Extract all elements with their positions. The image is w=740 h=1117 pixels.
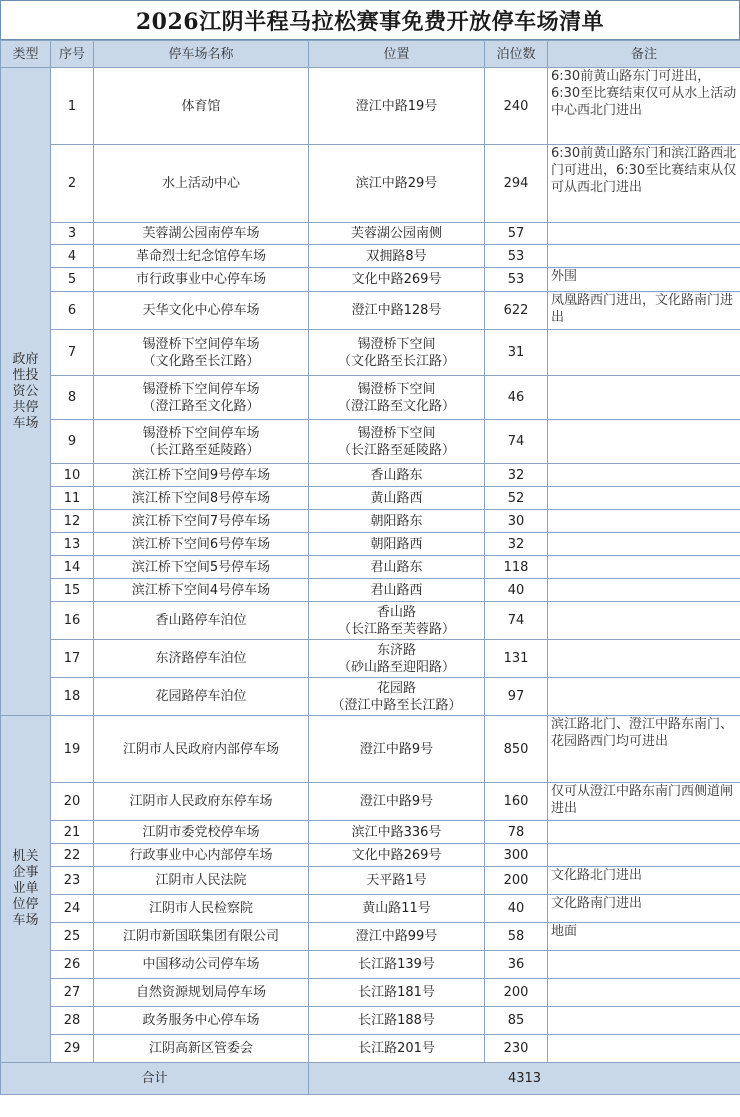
row-number: 24 <box>51 895 94 923</box>
parking-spaces: 58 <box>485 923 548 951</box>
parking-location: 黄山路西 <box>309 487 485 510</box>
parking-location: 君山路西 <box>309 579 485 602</box>
parking-location: 锡澄桥下空间 （文化路至长江路） <box>309 330 485 376</box>
parking-note <box>548 579 740 602</box>
parking-name: 政务服务中心停车场 <box>94 1007 309 1035</box>
parking-note: 文化路南门进出 <box>548 895 740 923</box>
parking-spaces: 36 <box>485 951 548 979</box>
parking-spaces: 32 <box>485 533 548 556</box>
parking-note <box>548 640 740 678</box>
parking-note: 文化路北门进出 <box>548 867 740 895</box>
header-no: 序号 <box>51 41 94 68</box>
table-row <box>1 420 740 464</box>
parking-location: 澄江中路9号 <box>309 716 485 783</box>
parking-note <box>548 951 740 979</box>
parking-name: 花园路停车泊位 <box>94 678 309 716</box>
parking-location: 锡澄桥下空间 （澄江路至文化路） <box>309 376 485 420</box>
row-number: 19 <box>51 716 94 783</box>
row-number: 26 <box>51 951 94 979</box>
parking-location: 澄江中路9号 <box>309 783 485 821</box>
parking-spaces: 230 <box>485 1035 548 1063</box>
parking-name: 芙蓉湖公园南停车场 <box>94 223 309 245</box>
parking-spaces: 850 <box>485 716 548 783</box>
table-row <box>1 245 740 268</box>
parking-spaces: 57 <box>485 223 548 245</box>
parking-name: 东济路停车泊位 <box>94 640 309 678</box>
table-row <box>1 895 740 923</box>
page-title: 2026江阴半程马拉松赛事免费开放停车场清单 <box>135 8 605 35</box>
parking-note <box>548 464 740 487</box>
row-number: 4 <box>51 245 94 268</box>
parking-spaces: 300 <box>485 844 548 867</box>
parking-note <box>548 510 740 533</box>
parking-note <box>548 330 740 376</box>
parking-spaces: 30 <box>485 510 548 533</box>
table-row <box>1 678 740 716</box>
parking-note: 6:30前黄山路东门和滨江路西北门可进出，6:30至比赛结束从仅可从西北门进出 <box>548 145 740 223</box>
parking-spaces: 200 <box>485 979 548 1007</box>
page-title-bar <box>0 0 740 40</box>
parking-name: 滨江桥下空间8号停车场 <box>94 487 309 510</box>
parking-spaces: 40 <box>485 579 548 602</box>
table-row <box>1 376 740 420</box>
category-label: 政府性投资公共停车场 <box>12 351 39 431</box>
row-number: 23 <box>51 867 94 895</box>
parking-note <box>548 223 740 245</box>
parking-name: 江阴市新国联集团有限公司 <box>94 923 309 951</box>
header-location: 位置 <box>309 41 485 68</box>
row-number: 25 <box>51 923 94 951</box>
header-spaces: 泊位数 <box>485 41 548 68</box>
table-row <box>1 923 740 951</box>
table-body <box>1 68 740 1063</box>
parking-spaces: 118 <box>485 556 548 579</box>
row-number: 21 <box>51 821 94 844</box>
table-row <box>1 533 740 556</box>
row-number: 6 <box>51 292 94 330</box>
row-number: 13 <box>51 533 94 556</box>
table-row <box>1 716 740 783</box>
parking-note <box>548 487 740 510</box>
table-row <box>1 556 740 579</box>
table-row <box>1 640 740 678</box>
parking-name: 滨江桥下空间4号停车场 <box>94 579 309 602</box>
parking-name: 锡澄桥下空间停车场 （文化路至长江路） <box>94 330 309 376</box>
header-row <box>1 41 740 68</box>
table-row <box>1 602 740 640</box>
parking-spaces: 240 <box>485 68 548 145</box>
table-row <box>1 268 740 292</box>
header-note: 备注 <box>548 41 740 68</box>
parking-spaces: 78 <box>485 821 548 844</box>
table-row <box>1 330 740 376</box>
parking-location: 长江路188号 <box>309 1007 485 1035</box>
parking-spaces: 52 <box>485 487 548 510</box>
table-row <box>1 844 740 867</box>
table-row <box>1 867 740 895</box>
parking-spaces: 31 <box>485 330 548 376</box>
parking-name: 自然资源规划局停车场 <box>94 979 309 1007</box>
parking-location: 滨江中路29号 <box>309 145 485 223</box>
parking-spaces: 46 <box>485 376 548 420</box>
parking-name: 天华文化中心停车场 <box>94 292 309 330</box>
parking-note: 仅可从澄江中路东南门西侧道闸进出 <box>548 783 740 821</box>
category-cell <box>1 716 51 1063</box>
parking-spaces: 53 <box>485 268 548 292</box>
parking-name: 江阴市人民法院 <box>94 867 309 895</box>
parking-location: 长江路181号 <box>309 979 485 1007</box>
total-row <box>1 1063 740 1095</box>
parking-name: 江阴高新区管委会 <box>94 1035 309 1063</box>
row-number: 1 <box>51 68 94 145</box>
parking-location: 香山路 （长江路至芙蓉路） <box>309 602 485 640</box>
row-number: 15 <box>51 579 94 602</box>
parking-note <box>548 556 740 579</box>
row-number: 8 <box>51 376 94 420</box>
parking-note: 地面 <box>548 923 740 951</box>
parking-name: 市行政事业中心停车场 <box>94 268 309 292</box>
parking-location: 朝阳路东 <box>309 510 485 533</box>
table-row <box>1 292 740 330</box>
row-number: 20 <box>51 783 94 821</box>
parking-location: 滨江中路336号 <box>309 821 485 844</box>
table-row <box>1 223 740 245</box>
row-number: 2 <box>51 145 94 223</box>
table-row <box>1 68 740 145</box>
parking-spaces: 32 <box>485 464 548 487</box>
parking-location: 花园路 （澄江中路至长江路） <box>309 678 485 716</box>
parking-location: 黄山路11号 <box>309 895 485 923</box>
category-cell <box>1 68 51 716</box>
parking-name: 锡澄桥下空间停车场 （长江路至延陵路） <box>94 420 309 464</box>
parking-location: 天平路1号 <box>309 867 485 895</box>
parking-note <box>548 602 740 640</box>
row-number: 22 <box>51 844 94 867</box>
parking-name: 革命烈士纪念馆停车场 <box>94 245 309 268</box>
parking-location: 长江路201号 <box>309 1035 485 1063</box>
row-number: 18 <box>51 678 94 716</box>
parking-note <box>548 1035 740 1063</box>
parking-location: 朝阳路西 <box>309 533 485 556</box>
row-number: 3 <box>51 223 94 245</box>
parking-note <box>548 844 740 867</box>
row-number: 5 <box>51 268 94 292</box>
total-label: 合计 <box>1 1063 309 1095</box>
table-row <box>1 1007 740 1035</box>
table-row <box>1 821 740 844</box>
table-row <box>1 464 740 487</box>
parking-note: 外围 <box>548 268 740 292</box>
parking-name: 滨江桥下空间5号停车场 <box>94 556 309 579</box>
parking-location: 锡澄桥下空间 （长江路至延陵路） <box>309 420 485 464</box>
parking-name: 体育馆 <box>94 68 309 145</box>
parking-note: 凤凰路西门进出，文化路南门进出 <box>548 292 740 330</box>
parking-spaces: 74 <box>485 420 548 464</box>
parking-note <box>548 678 740 716</box>
parking-location: 香山路东 <box>309 464 485 487</box>
parking-note <box>548 376 740 420</box>
table-row <box>1 951 740 979</box>
table-row <box>1 510 740 533</box>
parking-spaces: 622 <box>485 292 548 330</box>
row-number: 28 <box>51 1007 94 1035</box>
row-number: 29 <box>51 1035 94 1063</box>
parking-location: 文化中路269号 <box>309 268 485 292</box>
parking-name: 行政事业中心内部停车场 <box>94 844 309 867</box>
table-row <box>1 1035 740 1063</box>
parking-note <box>548 533 740 556</box>
parking-location: 芙蓉湖公园南侧 <box>309 223 485 245</box>
table-row <box>1 145 740 223</box>
parking-name: 香山路停车泊位 <box>94 602 309 640</box>
parking-name: 江阴市人民政府东停车场 <box>94 783 309 821</box>
parking-table <box>0 40 740 1095</box>
parking-spaces: 53 <box>485 245 548 268</box>
parking-spaces: 85 <box>485 1007 548 1035</box>
row-number: 27 <box>51 979 94 1007</box>
parking-name: 中国移动公司停车场 <box>94 951 309 979</box>
parking-name: 锡澄桥下空间停车场 （澄江路至文化路） <box>94 376 309 420</box>
parking-location: 双拥路8号 <box>309 245 485 268</box>
parking-note: 6:30前黄山路东门可进出，6:30至比赛结束仅可从水上活动中心西北门进出 <box>548 68 740 145</box>
parking-spaces: 40 <box>485 895 548 923</box>
category-label: 机关企事业单位停车场 <box>12 849 39 928</box>
parking-location: 澄江中路128号 <box>309 292 485 330</box>
parking-spaces: 200 <box>485 867 548 895</box>
parking-name: 滨江桥下空间6号停车场 <box>94 533 309 556</box>
parking-name: 江阴市人民政府内部停车场 <box>94 716 309 783</box>
parking-name: 水上活动中心 <box>94 145 309 223</box>
parking-spaces: 97 <box>485 678 548 716</box>
parking-name: 滨江桥下空间7号停车场 <box>94 510 309 533</box>
parking-note <box>548 245 740 268</box>
parking-location: 澄江中路99号 <box>309 923 485 951</box>
parking-name: 滨江桥下空间9号停车场 <box>94 464 309 487</box>
parking-spaces: 160 <box>485 783 548 821</box>
parking-name: 江阴市委党校停车场 <box>94 821 309 844</box>
parking-note <box>548 821 740 844</box>
parking-spaces: 294 <box>485 145 548 223</box>
row-number: 7 <box>51 330 94 376</box>
parking-note: 滨江路北门、澄江中路东南门、花园路西门均可进出 <box>548 716 740 783</box>
parking-location: 东济路 （砂山路至迎阳路） <box>309 640 485 678</box>
parking-spaces: 131 <box>485 640 548 678</box>
parking-location: 文化中路269号 <box>309 844 485 867</box>
header-name: 停车场名称 <box>94 41 309 68</box>
table-row <box>1 487 740 510</box>
row-number: 17 <box>51 640 94 678</box>
row-number: 16 <box>51 602 94 640</box>
row-number: 12 <box>51 510 94 533</box>
parking-spaces: 74 <box>485 602 548 640</box>
row-number: 9 <box>51 420 94 464</box>
parking-name: 江阴市人民检察院 <box>94 895 309 923</box>
row-number: 14 <box>51 556 94 579</box>
parking-location: 长江路139号 <box>309 951 485 979</box>
parking-note <box>548 1007 740 1035</box>
table-row <box>1 783 740 821</box>
table-row <box>1 979 740 1007</box>
row-number: 10 <box>51 464 94 487</box>
table-row <box>1 579 740 602</box>
parking-location: 澄江中路19号 <box>309 68 485 145</box>
parking-note <box>548 420 740 464</box>
parking-note <box>548 979 740 1007</box>
header-type: 类型 <box>1 41 51 68</box>
row-number: 11 <box>51 487 94 510</box>
parking-location: 君山路东 <box>309 556 485 579</box>
total-value: 4313 <box>309 1063 740 1095</box>
